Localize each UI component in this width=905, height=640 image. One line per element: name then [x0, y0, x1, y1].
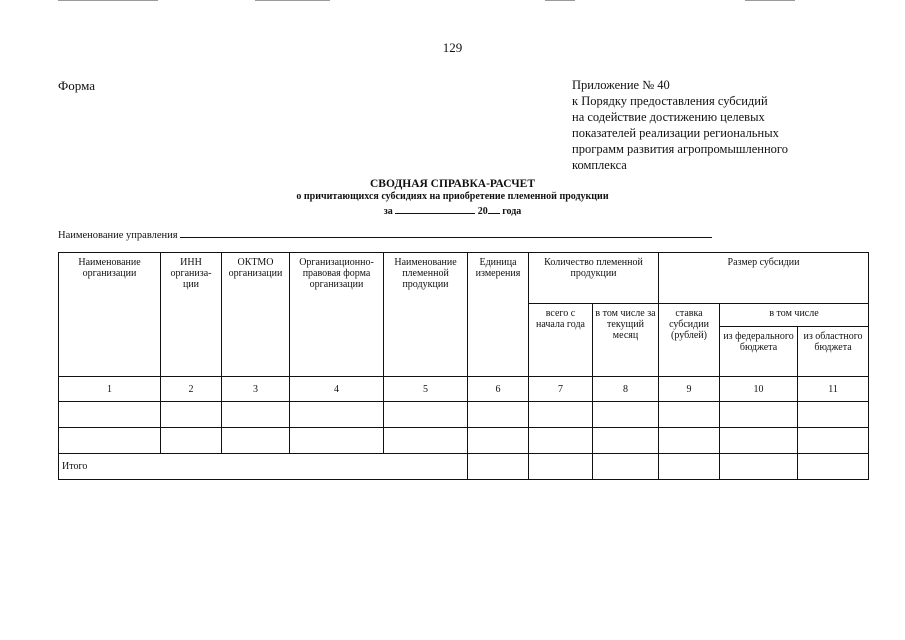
- table-cell[interactable]: [59, 428, 161, 454]
- table-cell[interactable]: [384, 402, 468, 428]
- period-blank[interactable]: [395, 204, 475, 214]
- column-number: 11: [798, 377, 869, 402]
- table-cell[interactable]: [222, 428, 290, 454]
- table-cell[interactable]: [659, 428, 720, 454]
- table-cell[interactable]: [798, 428, 869, 454]
- management-line: [58, 228, 712, 241]
- table-cell[interactable]: [593, 428, 659, 454]
- scan-artifact: [545, 0, 575, 1]
- period-year-prefix: 20: [477, 206, 488, 217]
- table-cell[interactable]: [529, 428, 593, 454]
- table-cell[interactable]: [290, 402, 384, 428]
- header-qty-total: всего с начала года: [529, 304, 593, 377]
- table-cell[interactable]: [468, 402, 529, 428]
- column-number: 10: [720, 377, 798, 402]
- table-cell[interactable]: [161, 428, 222, 454]
- header-quantity: Количество племенной продукции: [529, 253, 659, 304]
- management-label: Наименование управления: [58, 230, 178, 241]
- header-federal: из федерального бюджета: [720, 327, 798, 377]
- table-cell[interactable]: [468, 454, 529, 480]
- scan-artifact: [58, 0, 158, 1]
- column-number: 2: [161, 377, 222, 402]
- period-suffix: года: [502, 206, 522, 217]
- total-label: Итого: [59, 454, 468, 480]
- column-number: 4: [290, 377, 384, 402]
- appendix-line: Приложение № 40: [572, 78, 670, 92]
- column-number: 5: [384, 377, 468, 402]
- document-title: СВОДНАЯ СПРАВКА-РАСЧЕТ: [369, 178, 536, 190]
- table-cell[interactable]: [720, 454, 798, 480]
- header-qty-month: в том числе за текущий месяц: [593, 304, 659, 377]
- table-cell[interactable]: [593, 402, 659, 428]
- period-line: [0, 204, 905, 217]
- header-rate: ставка субсидии (рублей): [659, 304, 720, 377]
- header-oktmo: ОКТМО организации: [222, 253, 290, 377]
- period-prefix: за: [383, 206, 393, 217]
- header-unit: Единица измерения: [468, 253, 529, 377]
- form-label: Форма: [58, 78, 95, 93]
- appendix-line: комплекса: [572, 158, 627, 172]
- table-cell[interactable]: [798, 454, 869, 480]
- appendix-line: на содействие достижению целевых: [572, 110, 765, 124]
- table-cell[interactable]: [529, 454, 593, 480]
- column-number: 3: [222, 377, 290, 402]
- header-org-name: Наименование организации: [59, 253, 161, 377]
- column-number: 6: [468, 377, 529, 402]
- column-number: 7: [529, 377, 593, 402]
- table-row: [59, 402, 869, 428]
- table-cell[interactable]: [222, 402, 290, 428]
- appendix-block: [572, 77, 788, 173]
- table-cell[interactable]: [468, 428, 529, 454]
- column-number-row: [59, 377, 869, 402]
- table-cell[interactable]: [720, 402, 798, 428]
- appendix-line: показателей реализации региональных: [572, 126, 779, 140]
- header-legal-form: Организационно-правовая форма организации: [290, 253, 384, 377]
- total-row: [59, 454, 869, 480]
- table-cell[interactable]: [384, 428, 468, 454]
- year-blank[interactable]: [488, 204, 500, 214]
- table-cell[interactable]: [720, 428, 798, 454]
- column-number: 8: [593, 377, 659, 402]
- appendix-line: программ развития агропромышленного: [572, 142, 788, 156]
- document-subtitle: о причитающихся субсидиях на приобретение племенной продукции: [296, 191, 609, 202]
- table-cell[interactable]: [290, 428, 384, 454]
- page-number: 129: [442, 40, 463, 55]
- table-cell[interactable]: [59, 402, 161, 428]
- management-blank[interactable]: [180, 228, 712, 238]
- scan-artifact: [745, 0, 795, 1]
- subsidy-table: [58, 252, 869, 480]
- header-subsidy-size: Размер субсидии: [659, 253, 869, 304]
- table-cell[interactable]: [659, 454, 720, 480]
- header-inn: ИНН организа-ции: [161, 253, 222, 377]
- table-row: [59, 428, 869, 454]
- column-number: 9: [659, 377, 720, 402]
- scan-artifact: [255, 0, 330, 1]
- table-cell[interactable]: [529, 402, 593, 428]
- header-product-name: Наименование племенной продукции: [384, 253, 468, 377]
- header-including: в том числе: [720, 304, 869, 327]
- table-cell[interactable]: [593, 454, 659, 480]
- table-cell[interactable]: [798, 402, 869, 428]
- header-regional: из областного бюджета: [798, 327, 869, 377]
- table-cell[interactable]: [161, 402, 222, 428]
- column-number: 1: [59, 377, 161, 402]
- table-cell[interactable]: [659, 402, 720, 428]
- appendix-line: к Порядку предоставления субсидий: [572, 94, 768, 108]
